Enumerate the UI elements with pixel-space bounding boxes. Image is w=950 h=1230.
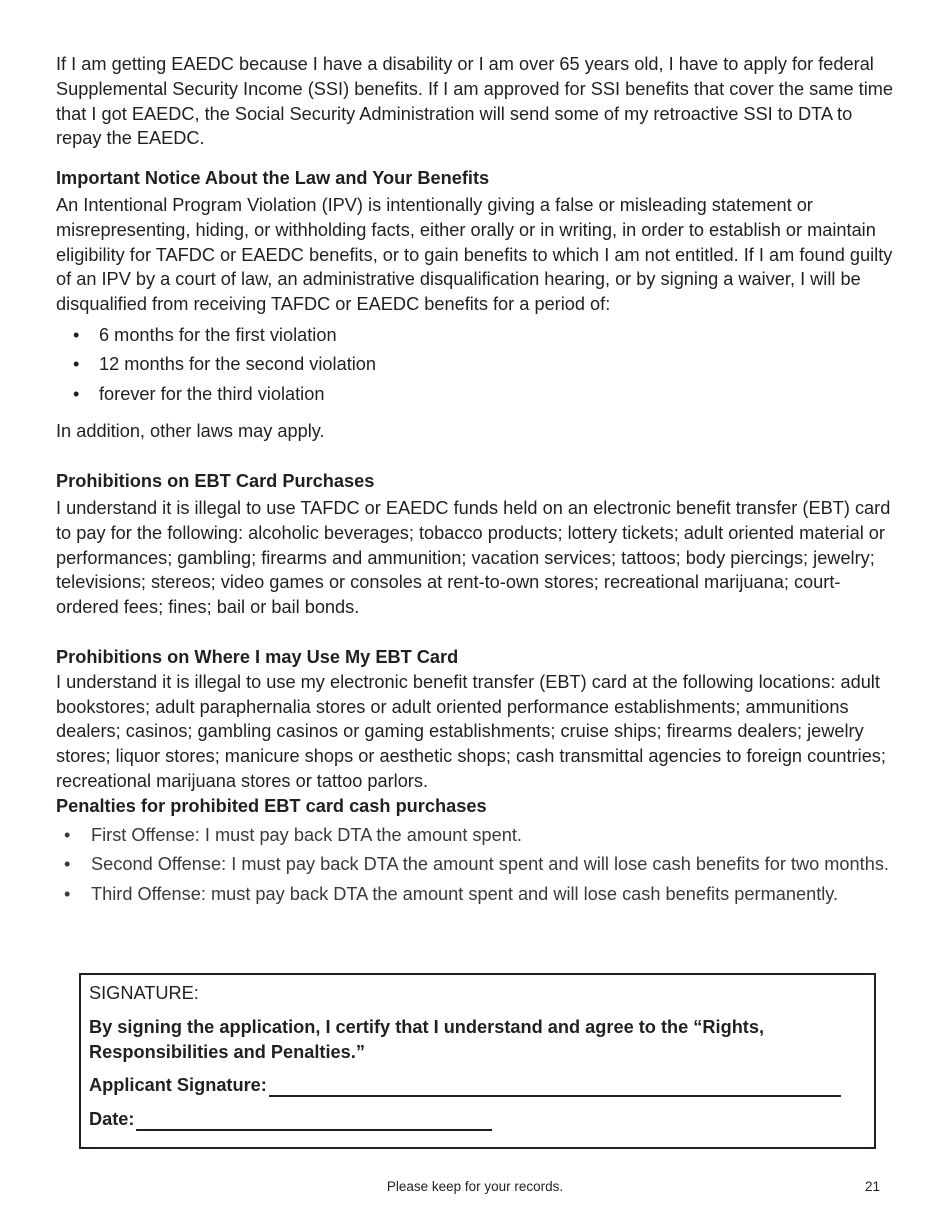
list-item: • 12 months for the second violation xyxy=(56,352,896,377)
ebt-locations-paragraph: I understand it is illegal to use my electronic benefit transfer (EBT) card at the following locations: adult bookstores; adult paraphernalia stores or adult oriented performance establishments; ammunitions dealers; casinos; gambling casinos or gaming establishments; cruise ships; firearms dealers; jewelry stores; liquor stores; manicure shops or aesthetic shops; cash transmittal agencies to foreign countries; recreational marijuana stores or tattoo parlors. xyxy=(56,671,886,791)
date-row xyxy=(89,1107,866,1131)
addition-paragraph: In addition, other laws may apply. xyxy=(56,421,325,442)
applicant-signature-label: Applicant Signature: xyxy=(89,1075,267,1095)
ssi-paragraph: If I am getting EAEDC because I have a disability or I am over 65 years old, I have to apply for federal Supplemental Security Income (SSI) benefits. If I am approved for SSI benefits that cover the same time that I got EAEDC, the Social Security Administration will send some of my retroactive SSI to DTA to repay the EAEDC. xyxy=(56,54,894,149)
signature-box xyxy=(79,973,876,1149)
applicant-signature-field[interactable] xyxy=(269,1077,841,1097)
signature-label: SIGNATURE: xyxy=(89,983,199,1003)
notice-heading: Important Notice About the Law and Your Benefits xyxy=(56,168,490,189)
applicant-signature-row xyxy=(89,1073,866,1097)
ebt-locations-heading: Prohibitions on Where I may Use My EBT Card xyxy=(56,646,459,667)
page-number: 21 xyxy=(864,1179,880,1194)
date-label: Date: xyxy=(89,1109,135,1129)
penalties-list xyxy=(56,823,896,906)
list-item: • First Offense: I must pay back DTA the amount spent. xyxy=(56,823,896,847)
penalties-heading: Penalties for prohibited EBT card cash purchases xyxy=(56,795,487,816)
list-item: • forever for the third violation xyxy=(56,382,896,407)
list-item: • Second Offense: I must pay back DTA the amount spent and will lose cash benefits for two months. xyxy=(56,852,896,876)
ipv-paragraph: An Intentional Program Violation (IPV) is intentionally giving a false or misleading statement or misrepresenting, hiding, or withholding facts, either orally or in writing, in order to establish or maintain eligibility for TAFDC or EAEDC benefits, or to gain benefits to which I am not entitled. If I am found guilty of an IPV by a court of law, an administrative disqualification hearing, or by signing a waiver, I will be disqualified from receiving TAFDC or EAEDC benefits for a period of: xyxy=(56,194,893,315)
date-field[interactable] xyxy=(136,1111,492,1131)
list-item: • 6 months for the first violation xyxy=(56,323,896,348)
list-item: • Third Offense: must pay back DTA the amount spent and will lose cash benefits permanently. xyxy=(56,882,896,906)
footer-note: Please keep for your records. xyxy=(386,1179,564,1194)
ebt-purchases-heading: Prohibitions on EBT Card Purchases xyxy=(56,471,375,492)
certification-statement: By signing the application, I certify that I understand and agree to the “Rights, Responsibilities and Penalties.” xyxy=(89,1017,765,1062)
disqualification-list xyxy=(56,323,896,406)
ebt-purchases-paragraph: I understand it is illegal to use TAFDC or EAEDC funds held on an electronic benefit transfer (EBT) card to pay for the following: alcoholic beverages; tobacco products; lottery tickets; adult oriented material or performances; gambling; firearms and ammunition; vacation services; tattoos; body piercings; jewelry; televisions; stereos; video games or consoles at rent-to-own stores; recreational marijuana; court-ordered fees; fines; bail or bail bonds. xyxy=(56,497,891,618)
document-page xyxy=(56,52,896,911)
